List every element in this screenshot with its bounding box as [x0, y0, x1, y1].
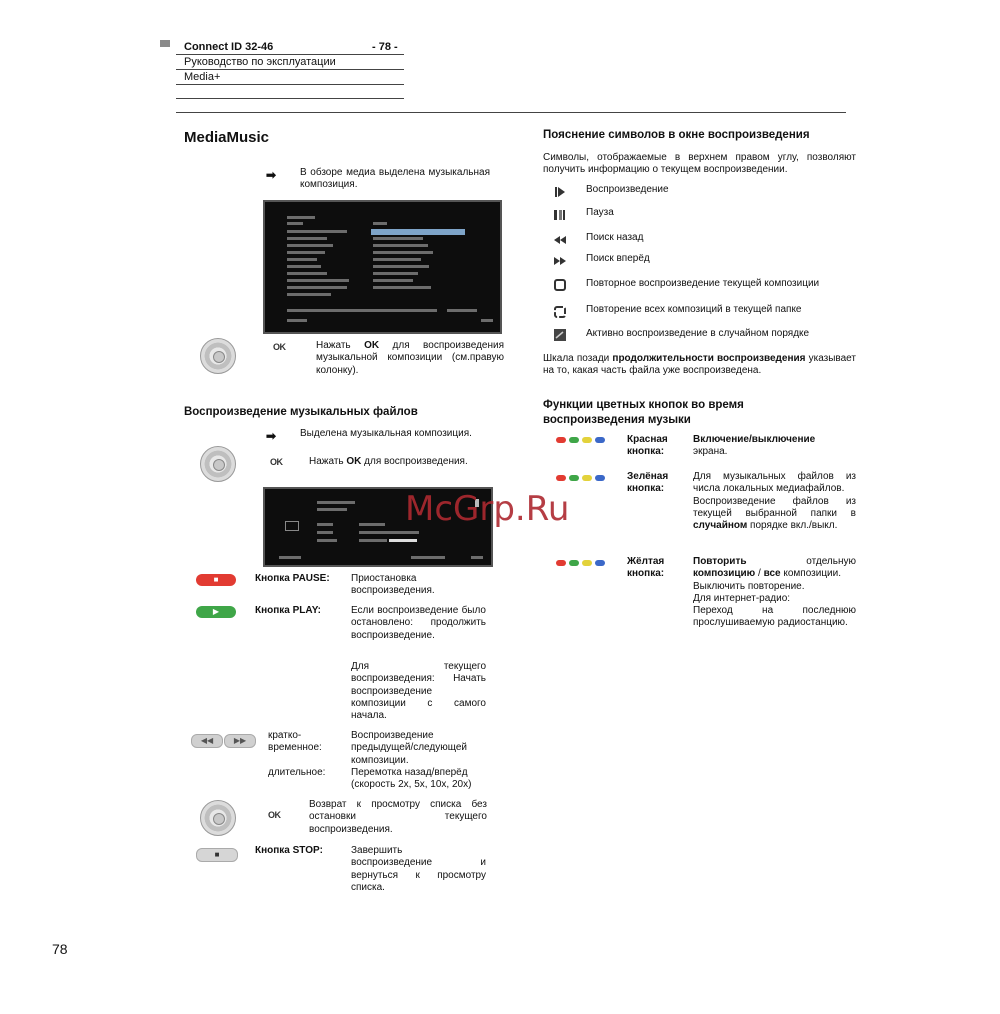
symbol-label: Активно воспроизведение в случайном порядке — [586, 328, 810, 339]
yellow-button-icon — [556, 557, 608, 569]
step-text: Нажать OK для воспроизведения. — [309, 456, 468, 467]
repeat-one-icon — [553, 278, 567, 290]
symbols-title: Пояснение символов в окне воспроизведения — [543, 129, 810, 141]
header-page-ref: - 78 - — [372, 41, 398, 53]
remote-navigation-icon — [200, 800, 236, 836]
play-icon — [553, 185, 567, 197]
red-label: Красная кнопка: — [627, 434, 668, 458]
remote-navigation-icon — [200, 338, 236, 374]
yellow-label: Жёлтая кнопка: — [627, 556, 665, 580]
rewind-icon — [553, 233, 567, 245]
watermark: McGrp.Ru — [405, 489, 570, 529]
symbol-label: Поиск вперёд — [586, 253, 650, 264]
symbols-intro: Символы, отображаемые в верхнем правом углу, позволяют получить информацию о текущем воспроизведении. — [543, 152, 856, 176]
header-manual: Руководство по эксплуатации — [184, 56, 336, 68]
section-title: MediaMusic — [184, 129, 270, 146]
forward-icon — [553, 254, 567, 266]
pause-button-icon: ■ — [196, 574, 236, 586]
long-press-description: Перемотка назад/вперёд (скорость 2x, 5x, 10x, 20x) — [351, 767, 472, 791]
play-description: Если воспроизведение было остановлено: продолжить воспроизведение. — [351, 605, 486, 641]
stop-button-icon: ■ — [196, 848, 238, 862]
page-number: 78 — [52, 941, 68, 957]
yellow-description: Повторить отдельную композицию / все композиции. Выключить повторение. Для интернет-радио: Переход на последнюю прослушиваемую радиостанцию. — [693, 556, 856, 629]
shuffle-icon — [553, 328, 567, 340]
symbol-label: Повторение всех композиций в текущей папке — [586, 304, 802, 315]
subsection-title: Воспроизведение музыкальных файлов — [184, 406, 418, 418]
play-label: Кнопка PLAY: — [255, 605, 321, 616]
header-rule — [176, 84, 404, 85]
page-rule — [176, 112, 846, 113]
ok-button-icon: OK — [268, 810, 281, 820]
header-rule — [176, 69, 404, 70]
red-button-icon — [556, 434, 608, 446]
short-press-description: Воспроизведение предыдущей/следующей композиции. — [351, 730, 467, 766]
stop-label: Кнопка STOP: — [255, 845, 324, 856]
pause-label: Кнопка PAUSE: — [255, 573, 330, 584]
pause-description: Приостановка воспроизведения. — [351, 573, 435, 597]
symbol-label: Повторное воспроизведение текущей композиции — [586, 278, 820, 289]
header-chapter: Media+ — [184, 71, 221, 83]
header-marker — [160, 40, 170, 47]
step-text: Нажать OK для воспроизведения музыкальной композиции (см.правую колонку). — [316, 340, 504, 376]
red-description: Включение/выключение экрана. — [693, 434, 816, 458]
ok-button-icon: OK — [273, 342, 286, 352]
header-title: Connect ID 32-46 — [184, 41, 274, 53]
play-button-icon: ▶ — [196, 606, 236, 618]
color-buttons-title: Функции цветных кнопок во время воспроизведения музыки — [543, 399, 744, 426]
green-button-icon — [556, 472, 608, 484]
ok-button-icon: OK — [270, 457, 283, 467]
media-browser-screenshot — [263, 200, 502, 334]
arrow-icon: ➡ — [266, 168, 277, 182]
scale-description: Шкала позади продолжительности воспроизведения указывает на то, какая часть файла уже воспроизведена. — [543, 353, 856, 377]
arrow-icon: ➡ — [266, 429, 277, 443]
remote-navigation-icon — [200, 446, 236, 482]
green-description: Для музыкальных файлов из числа локальных медиафайлов. Воспроизведение файлов из текущей выбранной папки в случайном порядке вкл./выкл. — [693, 471, 856, 532]
stop-description: Завершить воспроизведение и вернуться к просмотру списка. — [351, 845, 486, 893]
symbol-label: Воспроизведение — [586, 184, 669, 195]
play-description: Для текущего воспроизведения: Начать воспроизведение композиции с самого начала. — [351, 661, 486, 722]
symbol-label: Пауза — [586, 207, 614, 218]
short-press-label: кратко-временное: — [268, 730, 322, 754]
step-text: В обзоре медиа выделена музыкальная композиция. — [300, 167, 490, 191]
step-text: Выделена музыкальная композиция. — [300, 428, 472, 439]
header-rule — [176, 98, 404, 99]
symbol-label: Поиск назад — [586, 232, 644, 243]
rewind-button-icon: ◀◀ — [191, 734, 223, 748]
header-rule — [176, 54, 404, 55]
back-description: Возврат к просмотру списка без остановки текущего воспроизведения. — [309, 799, 487, 835]
green-label: Зелёная кнопка: — [627, 471, 669, 495]
forward-button-icon: ▶▶ — [224, 734, 256, 748]
pause-icon — [553, 208, 567, 220]
repeat-all-icon — [553, 305, 567, 317]
long-press-label: длительное: — [268, 767, 326, 778]
